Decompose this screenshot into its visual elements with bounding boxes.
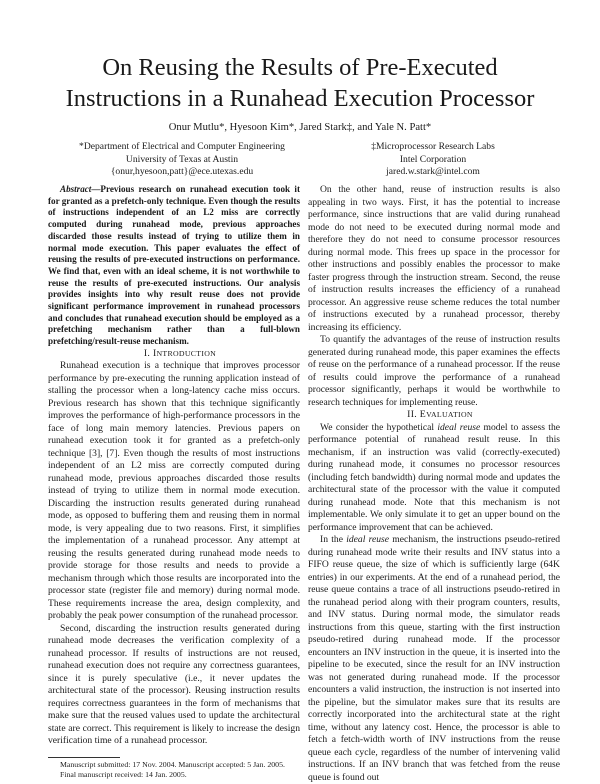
affiliation-university: University of Texas at Austin	[125, 153, 239, 165]
affiliation-dept: *Department of Electrical and Computer Engineering	[79, 141, 285, 152]
abstract-label: Abstract	[60, 184, 92, 194]
title-line-1: On Reusing the Results of Pre-Executed	[102, 54, 498, 81]
section-title-initial: I	[152, 347, 157, 359]
section-title-rest: NTRODUCTION	[156, 348, 217, 358]
section-title-initial: E	[419, 409, 427, 420]
body-paragraph-quantify: To quantify the advantages of the reuse of instruction results generated during runahead mode, this paper examines the effects of reuse on the performance of a runahead processor. If the reuse of results could improve the performance of a runahead processor significantly, perhaps it would be worthwhile to research techniques for implementing reuse.	[308, 334, 560, 408]
evaluation-paragraph-1	[308, 422, 560, 535]
emphasis-ideal-reuse: ideal reuse	[346, 534, 390, 545]
text-run: model to assess the performance potential of runahead result reuse. In this mechanism, if an instruction was valid (correctly-executed) during runahead mode, it consumes no processor resources (including fetch bandwidth) during normal mode and updates the architectural state of the processor with the value it computed during runahead mode. Note that this mechanism is not implementable. We only simulate it to get an upper bound on the performance improvement that can be achieved.	[308, 421, 561, 533]
section-heading-introduction	[48, 348, 300, 361]
section-title-rest: VALUATION	[426, 410, 473, 419]
evaluation-paragraph-2	[308, 534, 560, 784]
title-line-2: Instructions in a Runahead Execution Processor	[65, 85, 535, 112]
footnote-divider	[48, 757, 120, 758]
text-run: mechanism, the instructions pseudo-retired during runahead mode write their results and INV status into a FIFO reuse queue, the size of which is sufficiently large (64K entries) in our experiments. At the end of a runahead period, the reuse queue contains a trace of all instructions pseudo-retired in the runahead period along with their program counters, results, and INV status. During normal mode, the simulator reads instructions from this queue, starting with the first instruction pseudo-retired during runahead mode. If the processor encounters an INV instruction in the queue, it is inserted into the pipeline to be executed, since the result for an INV instruction was not generated during runahead mode. If the processor encounters a valid instruction, the instruction is not inserted into the pipeline, but the simulator makes sure that its results are correctly incorporated into the architectural state at the right time, without any latency cost. Hence, the processor is able to fetch a fetch-width worth of INV instructions from the reuse queue each cycle, regardless of the number of intervening valid instructions. If an INV branch that was fetched from the reuse queue is found out	[308, 534, 561, 783]
left-column	[48, 184, 300, 780]
footnote-line-2: Final manuscript received: 14 Jan. 2005.	[60, 769, 187, 779]
author-list: Onur Mutlu*, Hyesoon Kim*, Jared Stark‡, and Yale N. Patt*	[168, 122, 432, 133]
footnote	[48, 760, 300, 780]
abstract-text: —Previous research on runahead execution took it for granted as a prefetch-only technique. Even though the results of instructions independent of an L2 miss are correctly computed during runahead mode, previous approaches discarded those results instead of trying to utilize them in normal mode execution. This paper evaluates the effect of reusing the results of pre-executed instructions on performance. We find that, even with an ideal scheme, it is not worthwhile to reuse the results of pre-executed instructions. Our analysis provides insights into why result reuse does not provide significant performance improvement in runahead processors and concludes that runahead execution should be employed as a prefetching mechanism rather than a full-blown prefetching/result-reuse mechanism.	[48, 184, 300, 347]
affiliation-company: Intel Corporation	[399, 153, 467, 165]
intro-paragraph-2: Second, discarding the instruction results generated during runahead mode decreases the verification complexity of a runahead processor. If results of instructions are not reused, runahead execution does not require any correctness guarantees, since it is purely speculative (i.e., it never updates the architectural state of the processor). Reusing instruction results requires correctness guarantees in the form of mechanisms that make sure that the reused values used to update the architectural state are correct. This requirement is likely to increase the design verification time of a runahead processor.	[48, 622, 300, 747]
section-number: II.	[407, 409, 418, 420]
section-heading-evaluation	[308, 409, 560, 422]
intro-paragraph-1: Runahead execution is a technique that improves processor performance by pre-executing the running application instead of stalling the processor when a long-latency cache miss occurs. Previous research has shown that this technique significantly improves the performance of high-performance processors in the face of long main memory latencies. Previous papers on runahead execution took it for granted as a prefetch-only technique [3], [7]. Even though the results of most instructions independent of an L2 miss are correctly computed during runahead mode, previous approaches discarded those results instead of trying to utilize them in normal mode execution. Discarding the instruction results generated during runahead mode, as opposed to buffering them and reusing them in normal mode, is very appealing due to two reasons. First, it simplifies the implementation of a runahead processor. Any attempt at reusing the results generated during runahead mode needs to provide storage for those results and needs to provide a mechanism through which those results are incorporated into the processor state (register file and memory) during normal mode. These requirements increase the area, design complexity, and probably the peak power consumption of the runahead processor.	[48, 360, 300, 622]
affiliation-intel	[318, 141, 548, 179]
abstract	[48, 184, 300, 348]
affiliation-email: jared.w.stark@intel.com	[386, 166, 480, 178]
paper-title	[0, 52, 600, 114]
affiliation-lab: ‡Microprocessor Research Labs	[371, 141, 495, 152]
section-number: I.	[143, 347, 151, 359]
affiliation-email: {onur,hyesoon,patt}@ece.utexas.edu	[110, 166, 254, 178]
emphasis-ideal-reuse: ideal reuse	[437, 421, 481, 433]
body-paragraph-reuse-appeal: On the other hand, reuse of instruction results is also appealing in two ways. First, it has the potential to increase performance, since instructions that are valid during runahead mode do not need to be executed during normal mode and therefore they do not need to consume processor resources during normal mode. This frees up space in the processor for other instructions and possibly enables the processor to make faster progress through the instruction stream. Second, the reuse of instruction results increases the efficiency of a runahead processor. An aggressive reuse scheme reduces the total number of instructions executed by a runahead processor, thereby increasing its efficiency.	[308, 184, 560, 333]
footnote-line-1: Manuscript submitted: 17 Nov. 2004. Manuscript accepted: 5 Jan. 2005.	[60, 759, 285, 769]
right-column	[308, 184, 560, 784]
affiliation-ut-austin	[62, 141, 302, 179]
text-run: In the	[320, 534, 347, 545]
text-run: We consider the hypothetical	[320, 421, 438, 433]
